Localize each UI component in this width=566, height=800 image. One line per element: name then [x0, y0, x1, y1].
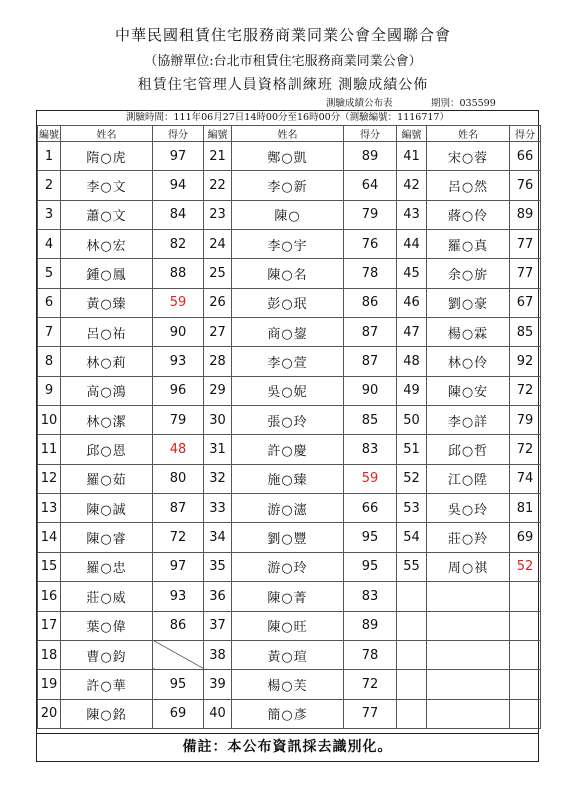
- candidate-score: 74: [510, 464, 541, 493]
- candidate-name: 游○瀗: [232, 494, 344, 523]
- entry-number: 36: [204, 582, 232, 611]
- entry-number: 31: [204, 435, 232, 464]
- exam-time-bar: 測驗時間：111年06月27日14時00分至16時00分（測驗編號：1116717）: [37, 111, 538, 126]
- table-row: [38, 259, 541, 288]
- entry-number: 45: [397, 259, 427, 288]
- candidate-name: 楊○芙: [232, 670, 344, 699]
- entry-number: 2: [38, 171, 61, 200]
- candidate-score: 76: [510, 171, 541, 200]
- header-name: 姓名: [427, 126, 510, 142]
- entry-number: 38: [204, 640, 232, 669]
- candidate-score: 87: [344, 318, 397, 347]
- candidate-score: 79: [153, 406, 204, 435]
- empty-cell: [427, 670, 510, 699]
- association-title: 中華民國租賃住宅服務商業同業公會全國聯合會: [114, 26, 451, 44]
- table-row: [38, 171, 541, 200]
- candidate-score: 64: [344, 171, 397, 200]
- empty-cell: [510, 670, 541, 699]
- table-label: 測驗成績公布表: [326, 98, 393, 109]
- entry-number: 37: [204, 611, 232, 640]
- entry-number: 4: [38, 230, 61, 259]
- table-row: [38, 200, 541, 229]
- candidate-name: 林○潔: [61, 406, 153, 435]
- candidate-name: 鍾○鳳: [61, 259, 153, 288]
- candidate-score: 67: [510, 288, 541, 317]
- candidate-score: 83: [344, 435, 397, 464]
- candidate-score: 59: [153, 288, 204, 317]
- candidate-score: 69: [510, 523, 541, 552]
- candidate-score: 94: [153, 171, 204, 200]
- empty-cell: [510, 640, 541, 669]
- candidate-name: 蕭○文: [61, 200, 153, 229]
- candidate-name: 李○新: [232, 171, 344, 200]
- header-score: 得分: [510, 126, 541, 142]
- candidate-name: 張○玲: [232, 406, 344, 435]
- candidate-score: 48: [153, 435, 204, 464]
- candidate-name: 陳○旺: [232, 611, 344, 640]
- entry-number: 6: [38, 288, 61, 317]
- candidate-name: 陳○名: [232, 259, 344, 288]
- candidate-name: 許○慶: [232, 435, 344, 464]
- header-no: 編號: [204, 126, 232, 142]
- absent-slash: [153, 640, 204, 669]
- candidate-score: 97: [153, 552, 204, 581]
- entry-number: 39: [204, 670, 232, 699]
- table-row: [38, 640, 541, 669]
- entry-number: 25: [204, 259, 232, 288]
- table-row: [38, 230, 541, 259]
- candidate-score: 95: [153, 670, 204, 699]
- entry-number: 10: [38, 406, 61, 435]
- entry-number: 7: [38, 318, 61, 347]
- candidate-score: 89: [510, 200, 541, 229]
- candidate-score: 66: [510, 142, 541, 171]
- table-row: [38, 142, 541, 171]
- candidate-score: 77: [344, 699, 397, 728]
- candidate-name: 李○宇: [232, 230, 344, 259]
- empty-cell: [397, 640, 427, 669]
- entry-number: 42: [397, 171, 427, 200]
- candidate-score: 83: [344, 582, 397, 611]
- entry-number: 47: [397, 318, 427, 347]
- candidate-name: 劉○豪: [427, 288, 510, 317]
- entry-number: 24: [204, 230, 232, 259]
- table-row: [38, 494, 541, 523]
- score-sheet: [36, 110, 539, 762]
- candidate-name: 江○陞: [427, 464, 510, 493]
- empty-cell: [427, 699, 510, 728]
- candidate-score: 90: [153, 318, 204, 347]
- entry-number: 9: [38, 376, 61, 405]
- table-row: [38, 699, 541, 728]
- header-no: 編號: [38, 126, 61, 142]
- candidate-score: 81: [510, 494, 541, 523]
- table-row: [38, 406, 541, 435]
- candidate-score: 59: [344, 464, 397, 493]
- entry-number: 8: [38, 347, 61, 376]
- candidate-score: 85: [344, 406, 397, 435]
- candidate-name: 葉○偉: [61, 611, 153, 640]
- candidate-name: 隋○虎: [61, 142, 153, 171]
- meta-line: [0, 95, 566, 109]
- header-name: 姓名: [232, 126, 344, 142]
- candidate-name: 周○祺: [427, 552, 510, 581]
- candidate-name: 陳○安: [427, 376, 510, 405]
- entry-number: 41: [397, 142, 427, 171]
- candidate-score: 86: [344, 288, 397, 317]
- table-row: [38, 552, 541, 581]
- candidate-name: 陳○誠: [61, 494, 153, 523]
- candidate-score: 86: [153, 611, 204, 640]
- candidate-score: 89: [344, 611, 397, 640]
- entry-number: 44: [397, 230, 427, 259]
- candidate-name: 施○臻: [232, 464, 344, 493]
- entry-number: 32: [204, 464, 232, 493]
- candidate-score: 78: [344, 640, 397, 669]
- table-body: [38, 142, 541, 729]
- candidate-name: 邱○哲: [427, 435, 510, 464]
- entry-number: 40: [204, 699, 232, 728]
- candidate-score: 87: [344, 347, 397, 376]
- candidate-name: 蔣○伶: [427, 200, 510, 229]
- candidate-score: 93: [153, 582, 204, 611]
- candidate-name: 吳○玲: [427, 494, 510, 523]
- candidate-name: 高○鴻: [61, 376, 153, 405]
- course-subtitle: 租賃住宅管理人員資格訓練班 測驗成績公佈: [137, 77, 429, 93]
- table-row: [38, 435, 541, 464]
- candidate-name: 羅○忠: [61, 552, 153, 581]
- entry-number: 3: [38, 200, 61, 229]
- table-row: [38, 611, 541, 640]
- entry-number: 18: [38, 640, 61, 669]
- empty-cell: [397, 670, 427, 699]
- candidate-score: 96: [153, 376, 204, 405]
- candidate-score: 77: [510, 259, 541, 288]
- entry-number: 11: [38, 435, 61, 464]
- candidate-name: 莊○羚: [427, 523, 510, 552]
- entry-number: 53: [397, 494, 427, 523]
- entry-number: 22: [204, 171, 232, 200]
- candidate-name: 陳○菁: [232, 582, 344, 611]
- empty-cell: [510, 611, 541, 640]
- table-header-row: [38, 126, 541, 142]
- empty-cell: [397, 699, 427, 728]
- candidate-name: 宋○蓉: [427, 142, 510, 171]
- candidate-score: 77: [510, 230, 541, 259]
- candidate-name: 游○玲: [232, 552, 344, 581]
- entry-number: 17: [38, 611, 61, 640]
- candidate-name: 許○華: [61, 670, 153, 699]
- entry-number: 46: [397, 288, 427, 317]
- candidate-score: 90: [344, 376, 397, 405]
- entry-number: 14: [38, 523, 61, 552]
- entry-number: 1: [38, 142, 61, 171]
- entry-number: 5: [38, 259, 61, 288]
- table-row: [38, 347, 541, 376]
- entry-number: 29: [204, 376, 232, 405]
- remark-note: 備註：本公布資訊採去識別化。: [37, 733, 538, 761]
- entry-number: 19: [38, 670, 61, 699]
- candidate-name: 鄭○凱: [232, 142, 344, 171]
- entry-number: 54: [397, 523, 427, 552]
- candidate-name: 黃○瑄: [232, 640, 344, 669]
- entry-number: 55: [397, 552, 427, 581]
- candidate-score: 82: [153, 230, 204, 259]
- candidate-score: 66: [344, 494, 397, 523]
- empty-cell: [510, 582, 541, 611]
- entry-number: 52: [397, 464, 427, 493]
- candidate-name: 李○萱: [232, 347, 344, 376]
- entry-number: 23: [204, 200, 232, 229]
- entry-number: 15: [38, 552, 61, 581]
- candidate-score: 92: [510, 347, 541, 376]
- candidate-score: 79: [510, 406, 541, 435]
- table-row: [38, 376, 541, 405]
- candidate-name: 曹○鈞: [61, 640, 153, 669]
- table-row: [38, 582, 541, 611]
- empty-cell: [427, 640, 510, 669]
- candidate-score: 93: [153, 347, 204, 376]
- entry-number: 51: [397, 435, 427, 464]
- candidate-name: 陳○: [232, 200, 344, 229]
- candidate-name: 林○莉: [61, 347, 153, 376]
- entry-number: 13: [38, 494, 61, 523]
- candidate-score: 84: [153, 200, 204, 229]
- entry-number: 35: [204, 552, 232, 581]
- entry-number: 28: [204, 347, 232, 376]
- candidate-score: 52: [510, 552, 541, 581]
- candidate-score: 78: [344, 259, 397, 288]
- candidate-score: 72: [344, 670, 397, 699]
- candidate-name: 莊○威: [61, 582, 153, 611]
- candidate-name: 羅○茹: [61, 464, 153, 493]
- entry-number: 20: [38, 699, 61, 728]
- table-row: [38, 670, 541, 699]
- co-organizer-line: （協辦單位:台北市租賃住宅服務商業同業公會）: [144, 54, 422, 69]
- candidate-name: 羅○真: [427, 230, 510, 259]
- header-name: 姓名: [61, 126, 153, 142]
- candidate-name: 余○旂: [427, 259, 510, 288]
- entry-number: 21: [204, 142, 232, 171]
- entry-number: 16: [38, 582, 61, 611]
- candidate-score: 72: [510, 376, 541, 405]
- candidate-score: 76: [344, 230, 397, 259]
- candidate-score: 69: [153, 699, 204, 728]
- entry-number: 50: [397, 406, 427, 435]
- candidate-score: 87: [153, 494, 204, 523]
- candidate-name: 陳○睿: [61, 523, 153, 552]
- candidate-score: 97: [153, 142, 204, 171]
- candidate-score: 85: [510, 318, 541, 347]
- candidate-name: 劉○豐: [232, 523, 344, 552]
- candidate-name: 邱○恩: [61, 435, 153, 464]
- table-row: [38, 318, 541, 347]
- entry-number: 12: [38, 464, 61, 493]
- candidate-score: 79: [344, 200, 397, 229]
- entry-number: 27: [204, 318, 232, 347]
- empty-cell: [397, 611, 427, 640]
- candidate-score: 89: [344, 142, 397, 171]
- empty-cell: [427, 582, 510, 611]
- table-row: [38, 523, 541, 552]
- empty-cell: [510, 699, 541, 728]
- candidate-score: 95: [344, 523, 397, 552]
- entry-number: 34: [204, 523, 232, 552]
- score-table: [37, 125, 541, 729]
- candidate-name: 李○詳: [427, 406, 510, 435]
- entry-number: 43: [397, 200, 427, 229]
- candidate-name: 簡○彥: [232, 699, 344, 728]
- table-row: [38, 464, 541, 493]
- empty-cell: [397, 582, 427, 611]
- candidate-name: 吳○妮: [232, 376, 344, 405]
- header-score: 得分: [344, 126, 397, 142]
- issue-number: 期別：035599: [431, 98, 496, 109]
- header-score: 得分: [153, 126, 204, 142]
- entry-number: 48: [397, 347, 427, 376]
- candidate-score: 72: [510, 435, 541, 464]
- entry-number: 30: [204, 406, 232, 435]
- candidate-score: 72: [153, 523, 204, 552]
- entry-number: 49: [397, 376, 427, 405]
- empty-cell: [427, 611, 510, 640]
- header-no: 編號: [397, 126, 427, 142]
- candidate-name: 呂○然: [427, 171, 510, 200]
- candidate-name: 呂○祐: [61, 318, 153, 347]
- candidate-name: 彭○珉: [232, 288, 344, 317]
- candidate-name: 林○宏: [61, 230, 153, 259]
- candidate-name: 陳○銘: [61, 699, 153, 728]
- candidate-score: 95: [344, 552, 397, 581]
- candidate-score: 88: [153, 259, 204, 288]
- candidate-name: 楊○霖: [427, 318, 510, 347]
- candidate-score: 80: [153, 464, 204, 493]
- entry-number: 26: [204, 288, 232, 317]
- entry-number: 33: [204, 494, 232, 523]
- candidate-name: 林○伶: [427, 347, 510, 376]
- candidate-name: 商○鋆: [232, 318, 344, 347]
- candidate-name: 黃○臻: [61, 288, 153, 317]
- table-row: [38, 288, 541, 317]
- candidate-name: 李○文: [61, 171, 153, 200]
